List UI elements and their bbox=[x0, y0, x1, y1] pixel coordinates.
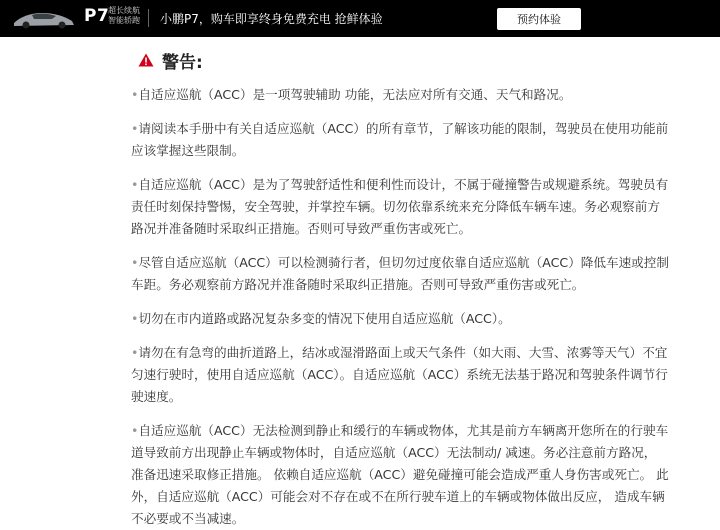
manual-content bbox=[131, 46, 671, 530]
warning-paragraph: •切勿在市内道路或路况复杂多变的情况下使用自适应巡航（ACC）。 bbox=[131, 311, 511, 326]
warning-paragraph: •自适应巡航（ACC）是为了驾驶舒适性和便利性而设计，不属于碰撞警告或规避系统。驾驶员有责任时刻保持警惕，安全驾驶，并掌控车辆。切勿依靠系统来充分降低车辆车速。务必观察前方路况并准备随时采取纠正措施。否则可导致严重伤害或死亡。 bbox=[131, 177, 669, 236]
warning-paragraph: •自适应巡航（ACC）无法检测到静止和缓行的车辆或物体，尤其是前方车辆离开您所在的行驶车道导致前方出现静止车辆或物体时，自适应巡航（ACC）无法制动/ 减速。务必注意前方路况， 准备迅速采取修正措施。 依赖自适应巡航（ACC）避免碰撞可能会造成严重人身伤害或死亡。 此外，自适应巡航（ACC）可能会对不存在或不在所行驶车道上的车辆或物体做出反应， 造成车辆不必要或不当减速。 bbox=[131, 423, 669, 526]
warning-paragraph: •请勿在有急弯的曲折道路上，结冰或湿滑路面上或天气条件（如大雨、大雪、浓雾等天气）不宜匀速行驶时，使用自适应巡航（ACC）。自适应巡航（ACC）系统无法基于路况和驾驶条件调节行驶速度。 bbox=[131, 345, 668, 404]
warning-heading bbox=[138, 46, 671, 74]
model-tagline: 超长续航 智能轿跑 bbox=[108, 6, 140, 25]
book-test-drive-button[interactable]: 预约体验 bbox=[497, 8, 581, 30]
promo-text: 小鹏P7，购车即享终身免费充电 抢鲜体验 bbox=[160, 12, 383, 26]
warning-paragraph: •尽管自适应巡航（ACC）可以检测骑行者，但切勿过度依靠自适应巡航（ACC）降低车速或控制车距。务必观察前方路况并准备随时采取纠正措施。否则可导致严重伤害或死亡。 bbox=[131, 255, 669, 292]
warning-triangle-icon bbox=[138, 53, 154, 67]
warning-paragraph: •请阅读本手册中有关自适应巡航（ACC）的所有章节，了解该功能的限制，驾驶员在使用功能前应该掌握这些限制。 bbox=[131, 121, 669, 158]
header-divider bbox=[148, 9, 149, 27]
model-name: P7 bbox=[84, 6, 110, 26]
warning-title: 警告: bbox=[162, 52, 203, 73]
warning-paragraph: •自适应巡航（ACC）是一项驾驶辅助 功能，无法应对所有交通、天气和路况。 bbox=[131, 87, 572, 102]
car-thumbnail-icon[interactable] bbox=[12, 5, 76, 31]
top-promo-bar bbox=[0, 0, 720, 37]
